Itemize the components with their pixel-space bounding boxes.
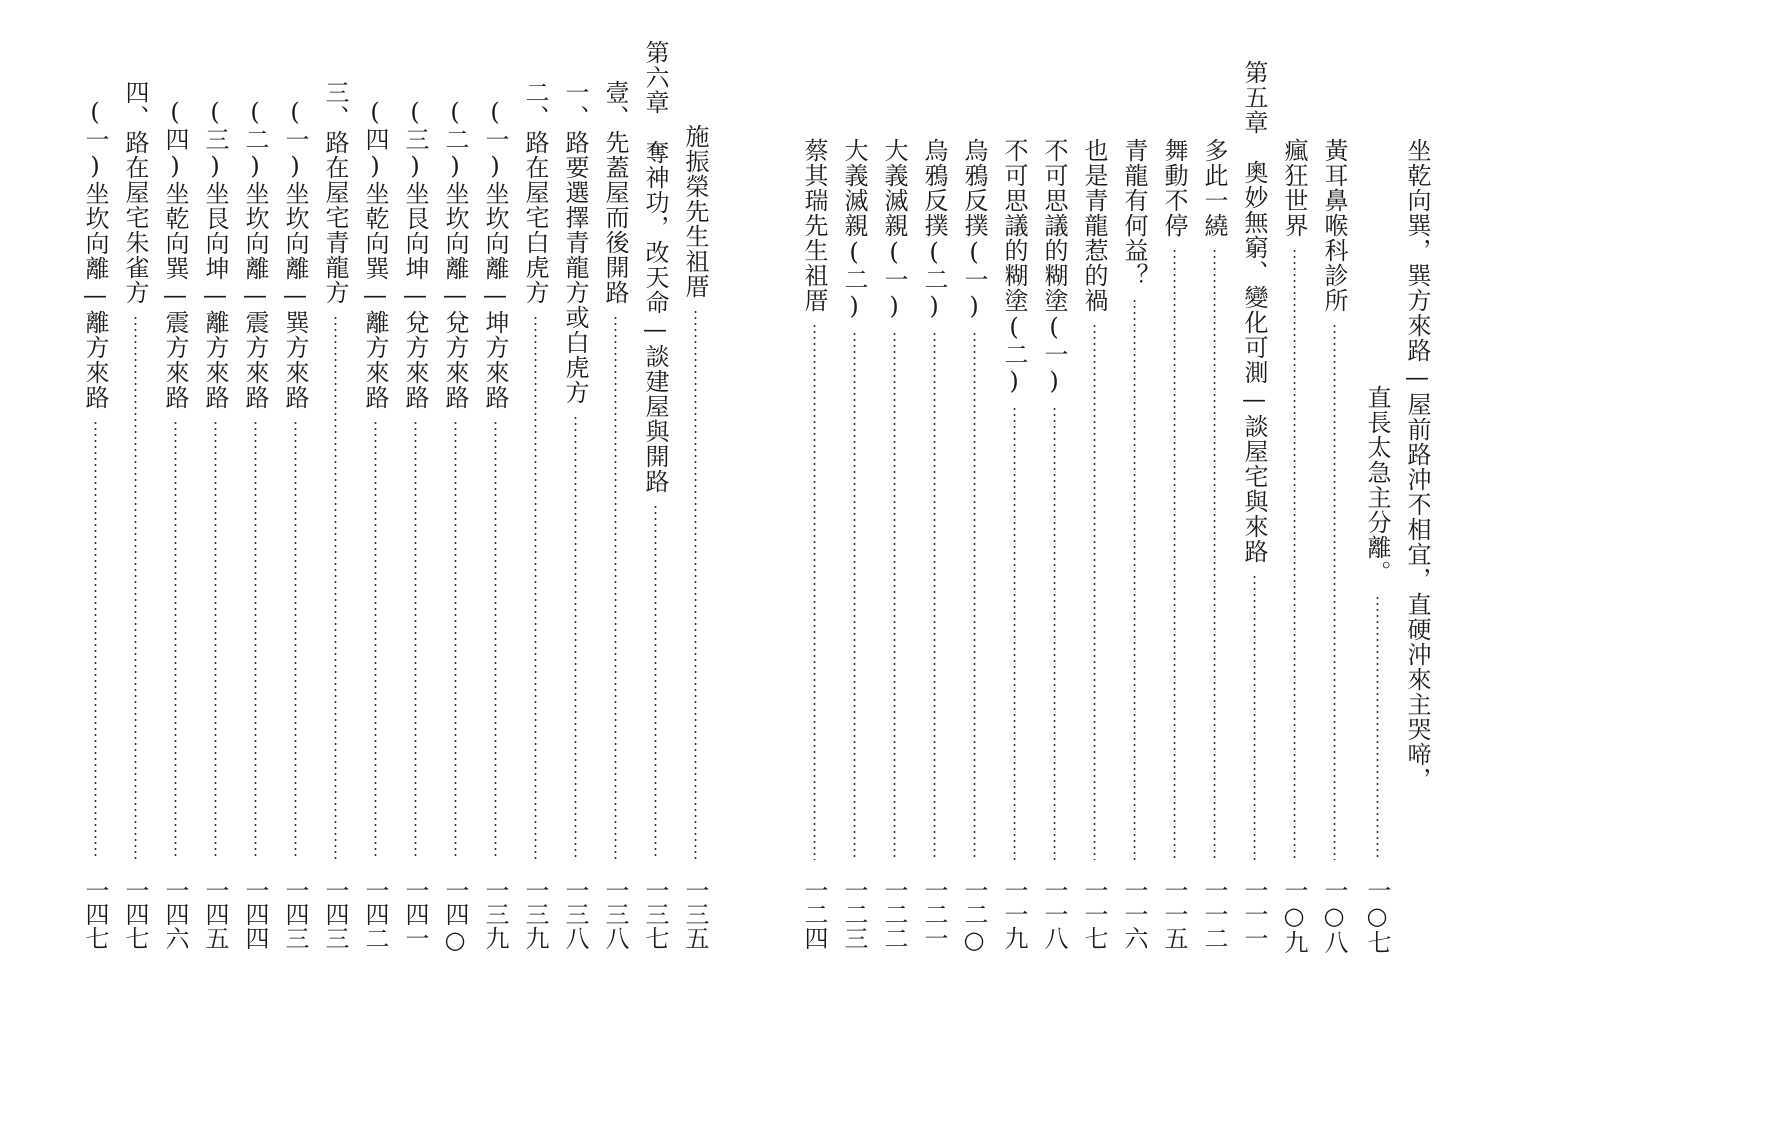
right-toc-dot-leader — [933, 331, 936, 860]
right-toc-entry-page-number: 一二○ — [960, 878, 988, 954]
left-toc-dot-leader — [214, 420, 217, 860]
right-toc-dot-leader — [1333, 323, 1336, 860]
left-toc-entry-page-number: 一四○ — [441, 878, 469, 954]
left-toc-entry-title: 第六章 奪神功，改天命—談建屋與開路 — [641, 40, 669, 494]
left-toc-entry-title: 三、路在屋宅青龍方 — [321, 80, 349, 305]
left-toc-dot-leader — [374, 420, 377, 860]
right-toc-entry-page-number: 一一一 — [1240, 878, 1268, 950]
left-toc-entry-title: (一)坐坎向離—離方來路 — [81, 98, 109, 410]
left-toc-entry-page-number: 一四三 — [281, 878, 309, 950]
left-toc-entry-page-number: 一四七 — [81, 878, 109, 950]
right-toc-entry-title: 也是青龍惹的禍 — [1080, 138, 1108, 313]
right-toc-entry-page-number: 一二二 — [880, 878, 908, 950]
right-toc-dot-leader — [1013, 406, 1016, 860]
right-toc-entry-title: 大義滅親(二) — [840, 138, 868, 321]
right-toc-entry-title: 第五章 奧妙無窮、變化可測—談屋宅與來路 — [1240, 60, 1268, 564]
left-toc-entry-page-number: 一三九 — [521, 878, 549, 950]
right-toc-entry-title: 舞動不停 — [1160, 138, 1188, 238]
left-toc-dot-leader — [294, 420, 297, 860]
left-toc-entry-title: (三)坐艮向坤—離方來路 — [201, 98, 229, 410]
left-toc-entry-page-number: 一三五 — [681, 878, 709, 950]
right-toc-entry-page-number: 一一二 — [1200, 878, 1228, 950]
left-toc-entry-page-number: 一四二 — [361, 878, 389, 950]
left-toc-entry-page-number: 一三八 — [561, 878, 589, 950]
right-toc-dot-leader — [813, 323, 816, 860]
right-toc-dot-leader — [1093, 323, 1096, 860]
right-toc-entry-page-number: 一二三 — [840, 878, 868, 950]
left-toc-dot-leader — [614, 315, 617, 860]
right-toc-entry-title: 不可思議的糊塗(一) — [1040, 138, 1068, 396]
right-toc-dot-leader — [1253, 574, 1256, 860]
left-toc-entry-page-number: 一四四 — [241, 878, 269, 950]
left-toc-entry-title: 一、路要選擇青龍方或白虎方 — [561, 80, 589, 405]
left-toc-entry-title: (一)坐坎向離—巽方來路 — [281, 98, 309, 410]
left-toc-entry-page-number: 一四一 — [401, 878, 429, 950]
left-toc-dot-leader — [574, 415, 577, 860]
right-toc-entry-title: 多此一繞 — [1200, 138, 1228, 238]
right-toc-dot-leader — [893, 331, 896, 860]
right-toc-dot-leader — [1053, 406, 1056, 860]
left-toc-entry-page-number: 一四五 — [201, 878, 229, 950]
left-toc-entry-title: (四)坐乾向巽—震方來路 — [161, 98, 189, 410]
right-toc-entry-page-number: 一一八 — [1040, 878, 1068, 950]
right-toc-entry-page-number: 一○九 — [1280, 878, 1308, 954]
right-toc-entry-title: 烏鴉反撲(二) — [920, 138, 948, 321]
left-toc-entry-page-number: 一三七 — [641, 878, 669, 950]
right-toc-dot-leader — [1173, 248, 1176, 860]
left-toc-dot-leader — [254, 420, 257, 860]
left-toc-entry-page-number: 一四六 — [161, 878, 189, 950]
right-toc-entry-page-number: 一二一 — [920, 878, 948, 950]
left-toc-dot-leader — [654, 504, 657, 860]
right-toc-entry-page-number: 一一六 — [1120, 878, 1148, 950]
right-toc-entry-page-number: 一二四 — [800, 878, 828, 950]
right-toc-dot-leader — [853, 331, 856, 860]
left-toc-dot-leader — [694, 309, 697, 860]
left-toc-entry-title: (二)坐坎向離—震方來路 — [241, 98, 269, 410]
left-toc-entry-title: (一)坐坎向離—坤方來路 — [481, 98, 509, 410]
right-toc-dot-leader — [1376, 595, 1379, 860]
left-toc-dot-leader — [134, 315, 137, 860]
right-toc-entry-page-number: 一一五 — [1160, 878, 1188, 950]
right-toc-dot-leader — [1213, 248, 1216, 860]
left-toc-entry-title: 二、路在屋宅白虎方 — [521, 80, 549, 305]
left-toc-entry-title: 四、路在屋宅朱雀方 — [121, 80, 149, 305]
right-toc-entry-title: 黃耳鼻喉科診所 — [1320, 138, 1348, 313]
left-toc-entry-title: (二)坐坎向離—兌方來路 — [441, 98, 469, 410]
left-toc-entry-title: (四)坐乾向巽—離方來路 — [361, 98, 389, 410]
left-toc-dot-leader — [534, 315, 537, 860]
left-toc-entry-page-number: 一三八 — [601, 878, 629, 950]
left-toc-dot-leader — [454, 420, 457, 860]
right-toc-entry-title: 蔡其瑞先生祖厝 — [800, 138, 828, 313]
left-toc-entry-title: 施振榮先生祖厝 — [681, 124, 709, 299]
left-toc-dot-leader — [174, 420, 177, 860]
right-toc-entry-title: 瘋狂世界 — [1280, 138, 1308, 238]
left-toc-entry-page-number: 一四七 — [121, 878, 149, 950]
right-toc-dot-leader — [1133, 298, 1136, 860]
left-toc-dot-leader — [334, 315, 337, 860]
left-toc-entry-title: (三)坐艮向坤—兌方來路 — [401, 98, 429, 410]
left-toc-entry-page-number: 一三九 — [481, 878, 509, 950]
right-toc-entry-title: 大義滅親(一) — [880, 138, 908, 321]
right-toc-entry-page-number: 一○七 — [1363, 878, 1391, 954]
right-toc-entry-title: 坐乾向巽，巽方來路—屋前路沖不相宜，直硬沖來主哭啼， — [1403, 138, 1431, 792]
right-toc-entry-title: 直長太急主分離。 — [1363, 385, 1391, 585]
right-toc-entry-page-number: 一○八 — [1320, 878, 1348, 954]
left-toc-entry-page-number: 一四三 — [321, 878, 349, 950]
right-toc-entry-page-number: 一一七 — [1080, 878, 1108, 950]
right-toc-entry-title: 青龍有何益？ — [1120, 138, 1148, 288]
right-toc-dot-leader — [973, 331, 976, 860]
right-toc-entry-page-number: 一一九 — [1000, 878, 1028, 950]
left-toc-dot-leader — [94, 420, 97, 860]
left-toc-entry-title: 壹、先蓋屋而後開路 — [601, 80, 629, 305]
right-toc-entry-title: 不可思議的糊塗(二) — [1000, 138, 1028, 396]
right-toc-entry-title: 烏鴉反撲(一) — [960, 138, 988, 321]
left-toc-dot-leader — [494, 420, 497, 860]
left-toc-dot-leader — [414, 420, 417, 860]
right-toc-dot-leader — [1293, 248, 1296, 860]
